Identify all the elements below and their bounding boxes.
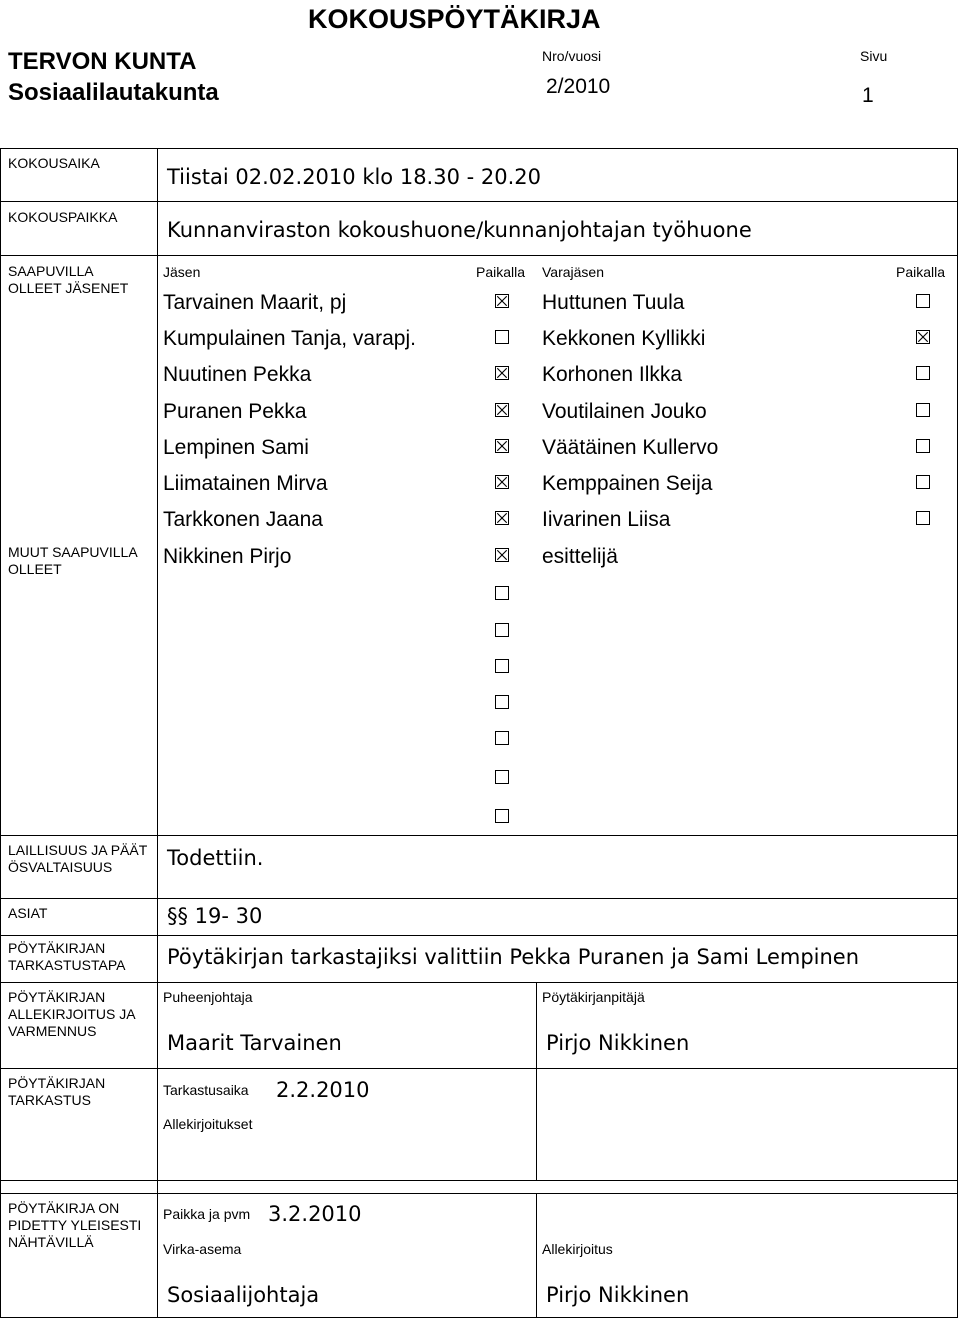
deputy-name: Väätäinen Kullervo bbox=[542, 435, 719, 459]
place-date-value: 3.2.2010 bbox=[268, 1202, 362, 1226]
other-present-checkbox[interactable] bbox=[495, 695, 509, 709]
divider-legality bbox=[0, 898, 958, 899]
deputy-present-checkbox[interactable] bbox=[916, 366, 930, 380]
secretary-label: Pöytäkirjanpitäjä bbox=[542, 989, 645, 1005]
deputy-present-checkbox[interactable] bbox=[916, 439, 930, 453]
inspection-time-label: Tarkastusaika bbox=[163, 1082, 249, 1098]
divider-items bbox=[0, 935, 958, 936]
items-value: §§ 19- 30 bbox=[167, 904, 263, 928]
deputy-name: Korhonen Ilkka bbox=[542, 363, 683, 387]
other-present-checkbox[interactable] bbox=[495, 770, 509, 784]
member-name: Kumpulainen Tanja, varapj. bbox=[163, 327, 416, 351]
deputy-present-checkbox[interactable] bbox=[916, 511, 930, 525]
chair-value: Maarit Tarvainen bbox=[167, 1031, 342, 1055]
checkmark-x-icon bbox=[496, 440, 508, 452]
organization-name: TERVON KUNTA bbox=[8, 48, 197, 75]
checkmark-x-icon bbox=[496, 476, 508, 488]
member-present-checkbox[interactable] bbox=[495, 330, 509, 344]
deputy-present-checkbox[interactable] bbox=[916, 475, 930, 489]
other-present-checkbox[interactable] bbox=[495, 548, 509, 562]
divider-place bbox=[0, 255, 958, 256]
form-top-border bbox=[0, 148, 958, 149]
checkmark-x-icon bbox=[496, 549, 508, 561]
public-column-divider bbox=[536, 1193, 537, 1317]
other-present-checkbox[interactable] bbox=[495, 623, 509, 637]
member-name: Nuutinen Pekka bbox=[163, 363, 312, 387]
office-value: Sosiaalijohtaja bbox=[167, 1283, 320, 1307]
other-present-checkbox[interactable] bbox=[495, 659, 509, 673]
form-bottom-border bbox=[0, 1317, 958, 1318]
inspection-time-value: 2.2.2010 bbox=[276, 1078, 370, 1102]
number-year-value: 2/2010 bbox=[546, 75, 611, 98]
member-present-checkbox[interactable] bbox=[495, 294, 509, 308]
deputy-name: Kekkonen Kyllikki bbox=[542, 327, 706, 351]
deputy-column-header: Varajäsen bbox=[542, 264, 605, 280]
checkmark-x-icon bbox=[496, 404, 508, 416]
member-column-header: Jäsen bbox=[163, 264, 201, 280]
checkmark-x-icon bbox=[496, 295, 508, 307]
deputy-present-checkbox[interactable] bbox=[916, 330, 930, 344]
document-title: KOKOUSPÖYTÄKIRJA bbox=[308, 4, 601, 34]
office-label: Virka-asema bbox=[163, 1241, 242, 1257]
checkmark-x-icon bbox=[496, 367, 508, 379]
member-present-checkbox[interactable] bbox=[495, 475, 509, 489]
page-label: Sivu bbox=[860, 48, 888, 64]
deputy-present-column-header: Paikalla bbox=[896, 264, 946, 280]
organization-unit: Sosiaalilautakunta bbox=[8, 79, 219, 106]
other-present-checkbox[interactable] bbox=[495, 809, 509, 823]
place-date-label: Paikka ja pvm bbox=[163, 1206, 251, 1222]
meeting-time-label: KOKOUSAIKA bbox=[8, 155, 100, 171]
checkmark-x-icon bbox=[496, 512, 508, 524]
member-name: Liimatainen Mirva bbox=[163, 472, 328, 495]
public-display-label: PÖYTÄKIRJA ON PIDETTY YLEISESTI NÄHTÄVILLÄ bbox=[8, 1200, 142, 1250]
meeting-place-label: KOKOUSPAIKKA bbox=[8, 209, 118, 225]
member-present-checkbox[interactable] bbox=[495, 366, 509, 380]
member-present-checkbox[interactable] bbox=[495, 511, 509, 525]
deputy-name: Kemppainen Seija bbox=[542, 472, 713, 495]
signing-label: PÖYTÄKIRJAN ALLEKIRJOITUS JA VARMENNUS bbox=[8, 989, 135, 1039]
inspection-label: PÖYTÄKIRJAN TARKASTUS bbox=[8, 1075, 106, 1108]
items-label: ASIAT bbox=[8, 905, 48, 921]
deputy-name: Huttunen Tuula bbox=[542, 291, 685, 314]
meeting-time-value: Tiistai 02.02.2010 klo 18.30 - 20.20 bbox=[167, 165, 542, 189]
divider-time bbox=[0, 201, 958, 202]
present-column-header: Paikalla bbox=[476, 264, 526, 280]
meeting-place-value: Kunnanviraston kokoushuone/kunnanjohtajan työhuone bbox=[167, 218, 752, 242]
signing-column-divider bbox=[536, 982, 537, 1180]
deputy-present-checkbox[interactable] bbox=[916, 294, 930, 308]
member-present-checkbox[interactable] bbox=[495, 439, 509, 453]
deputy-name: Voutilainen Jouko bbox=[542, 399, 707, 423]
divider-public bbox=[0, 1193, 958, 1194]
form-left-border bbox=[0, 148, 1, 1318]
others-label: MUUT SAAPUVILLA OLLEET bbox=[8, 544, 137, 577]
label-column-divider bbox=[157, 148, 158, 1318]
member-name: Tarkkonen Jaana bbox=[163, 508, 323, 532]
deputy-name: Iivarinen Liisa bbox=[542, 508, 671, 532]
divider-check-method bbox=[0, 982, 958, 983]
check-method-label: PÖYTÄKIRJAN TARKASTUSTAPA bbox=[8, 940, 126, 973]
other-present-checkbox[interactable] bbox=[495, 586, 509, 600]
checkmark-x-icon bbox=[917, 331, 929, 343]
other-attendee-role: esittelijä bbox=[542, 545, 618, 568]
secretary-value: Pirjo Nikkinen bbox=[546, 1031, 690, 1055]
member-name: Tarvainen Maarit, pj bbox=[163, 291, 347, 314]
legality-value: Todettiin. bbox=[167, 846, 264, 870]
member-present-checkbox[interactable] bbox=[495, 403, 509, 417]
divider-attendance bbox=[0, 835, 958, 836]
deputy-present-checkbox[interactable] bbox=[916, 403, 930, 417]
divider-inspection bbox=[0, 1180, 958, 1181]
check-method-value: Pöytäkirjan tarkastajiksi valittiin Pekka Puranen ja Sami Lempinen bbox=[167, 945, 860, 969]
member-name: Lempinen Sami bbox=[163, 435, 309, 459]
member-name: Puranen Pekka bbox=[163, 399, 307, 423]
number-year-label: Nro/vuosi bbox=[542, 48, 602, 64]
signature-value: Pirjo Nikkinen bbox=[546, 1283, 690, 1307]
other-attendee-name: Nikkinen Pirjo bbox=[163, 545, 292, 568]
signature-label: Allekirjoitus bbox=[542, 1241, 613, 1257]
signatures-label: Allekirjoitukset bbox=[163, 1116, 253, 1132]
page-number: 1 bbox=[862, 84, 874, 107]
form-right-border bbox=[957, 148, 958, 1318]
other-present-checkbox[interactable] bbox=[495, 731, 509, 745]
divider-signing bbox=[0, 1068, 958, 1069]
attendance-label: SAAPUVILLA OLLEET JÄSENET bbox=[8, 263, 129, 296]
chair-label: Puheenjohtaja bbox=[163, 989, 253, 1005]
legality-label: LAILLISUUS JA PÄÄTÖSVALTAISUUS bbox=[8, 842, 148, 875]
